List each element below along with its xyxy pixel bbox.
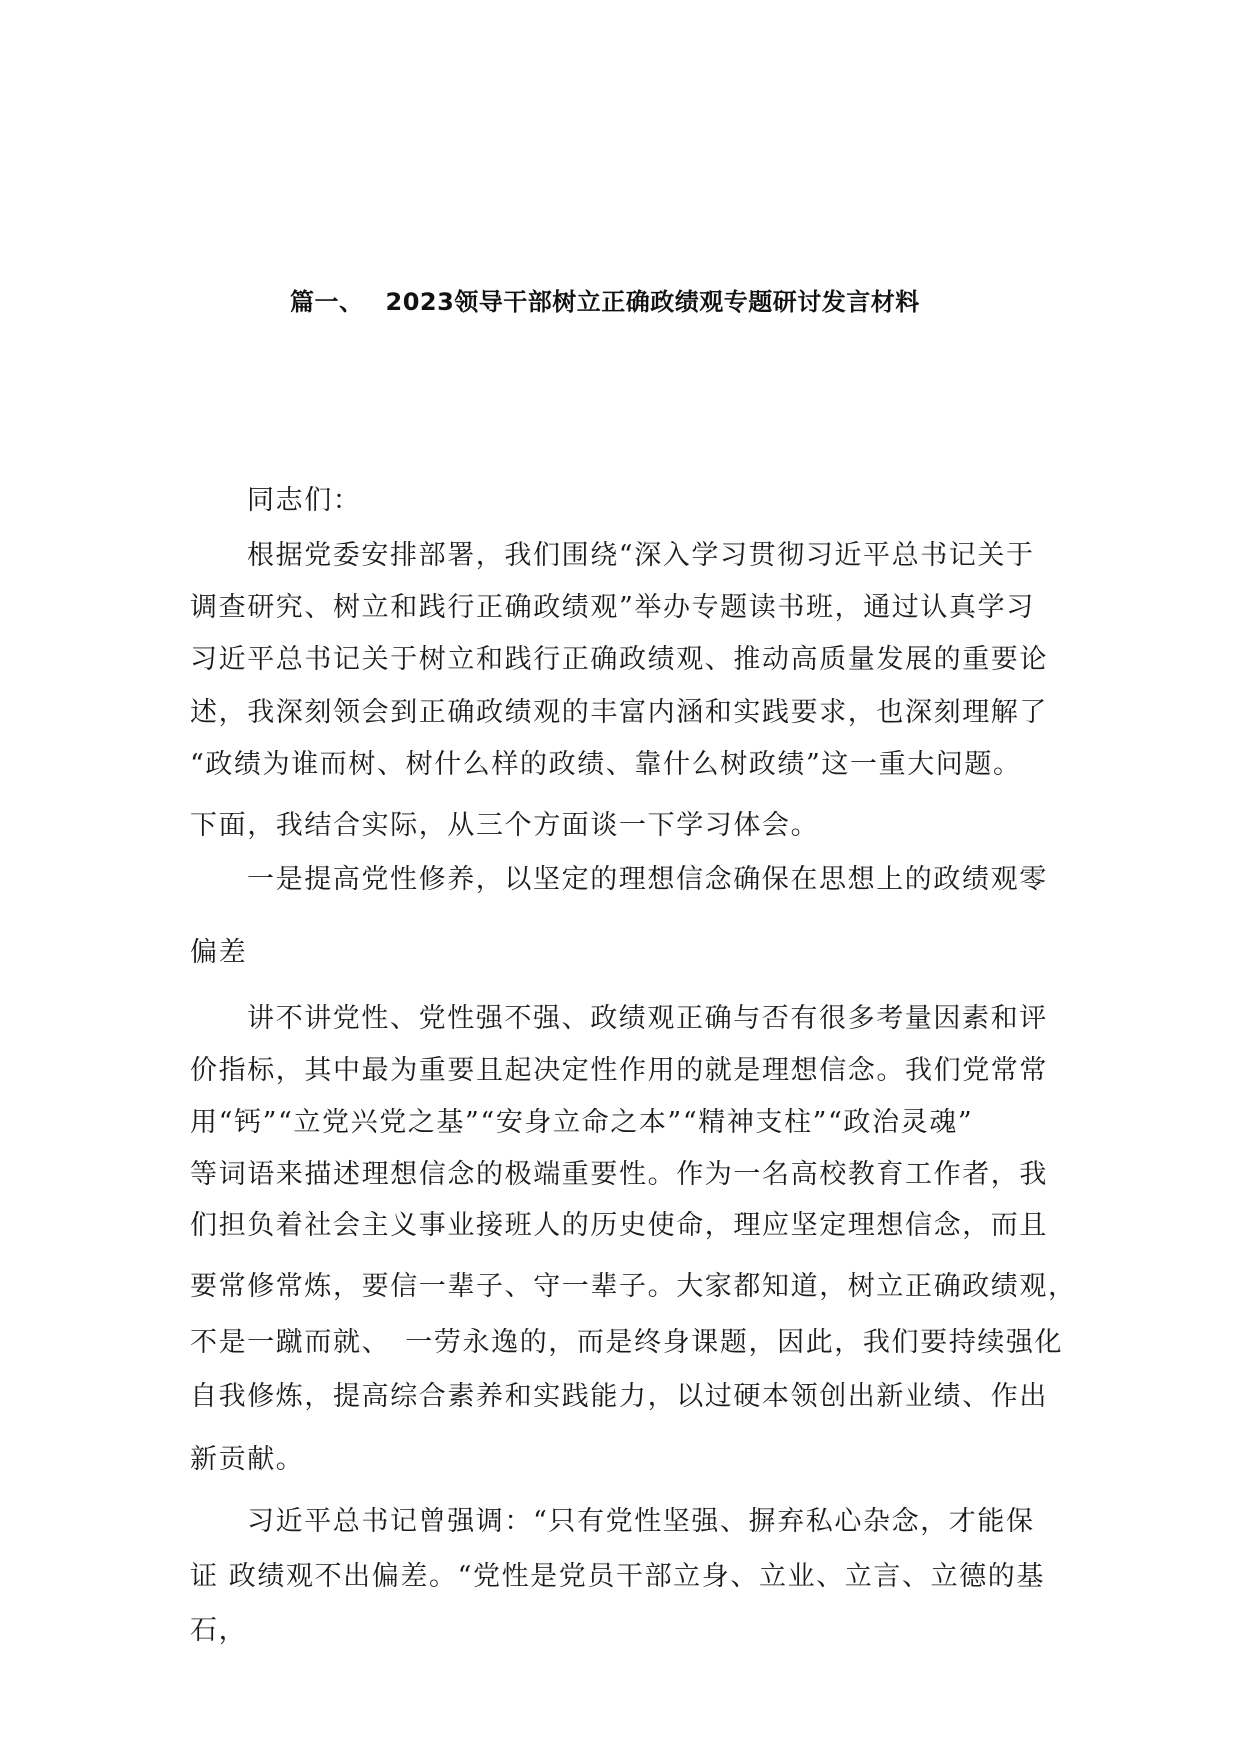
paragraph-line: “政绩为谁而树、树什么样的政绩、靠什么树政绩”这一重大问题。 <box>190 749 1022 780</box>
section-heading-line: 一是提高党性修养，以坚定的理想信念确保在思想上的政绩观零 <box>247 864 1048 895</box>
paragraph-line: 调查研究、树立和践行正确政绩观”举办专题读书班，通过认真学习 <box>190 592 1035 623</box>
paragraph-line: 习近平总书记曾强调：“只有党性坚强、摒弃私心杂念，才能保 <box>247 1506 1035 1537</box>
paragraph-line: 述，我深刻领会到正确政绩观的丰富内涵和实践要求，也深刻理解了 <box>190 697 1048 728</box>
paragraph-line: 新贡献。 <box>190 1444 305 1475</box>
paragraph-line: 用“钙”“立党兴党之基”“安身立命之本”“精神支柱”“政治灵魂” <box>190 1107 974 1138</box>
title-prefix: 篇一、 <box>290 288 364 316</box>
section-heading-line: 偏差 <box>190 937 248 968</box>
paragraph-line: 讲不讲党性、党性强不强、政绩观正确与否有很多考量因素和评 <box>247 1003 1048 1034</box>
paragraph-line: 自我修炼，提高综合素养和实践能力，以过硬本领创出新业绩、作出 <box>190 1381 1048 1412</box>
paragraph-line: 不是一蹴而就、 一劳永逸的，而是终身课题，因此，我们要持续强化 <box>190 1327 1064 1358</box>
paragraph-line: 等词语来描述理想信念的极端重要性。作为一名高校教育工作者，我 <box>190 1159 1048 1190</box>
paragraph-line: 石， <box>190 1615 248 1646</box>
paragraph-line: 要常修常炼，要信一辈子、守一辈子。大家都知道，树立正确政绩观， <box>190 1271 1077 1302</box>
paragraph-line: 习近平总书记关于树立和践行正确政绩观、推动高质量发展的重要论 <box>190 644 1048 675</box>
paragraph-line: 们担负着社会主义事业接班人的历史使命，理应坚定理想信念，而且 <box>190 1210 1048 1241</box>
paragraph-line: 价指标，其中最为重要且起决定性作用的就是理想信念。我们党常常 <box>190 1055 1048 1086</box>
salutation: 同志们： <box>247 485 362 516</box>
paragraph-line: 证 政绩观不出偏差。“党性是党员干部立身、立业、立言、立德的基 <box>190 1561 1045 1592</box>
document-title <box>290 282 920 317</box>
paragraph-line: 下面，我结合实际，从三个方面谈一下学习体会。 <box>190 810 820 841</box>
paragraph-line: 根据党委安排部署，我们围绕“深入学习贯彻习近平总书记关于 <box>247 540 1035 571</box>
title-main: 2023领导干部树立正确政绩观专题研讨发言材料 <box>385 288 920 316</box>
